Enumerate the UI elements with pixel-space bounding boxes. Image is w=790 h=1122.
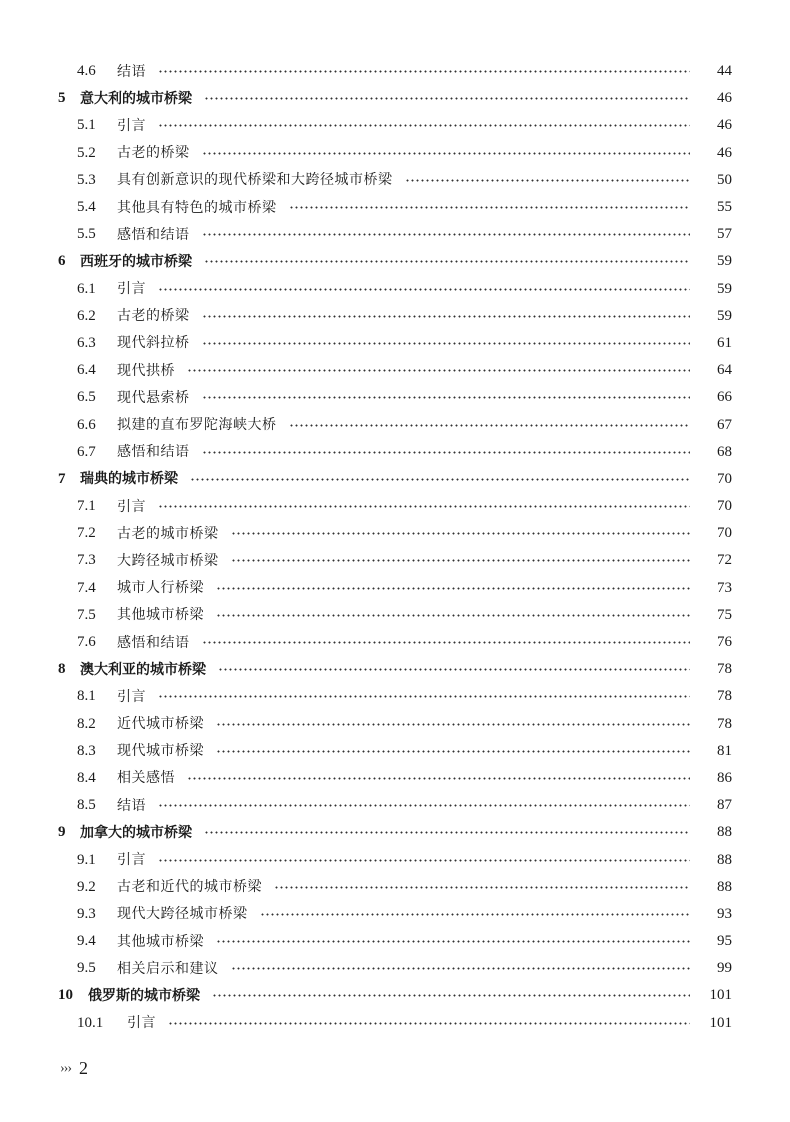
toc-section-row [0, 792, 790, 819]
dot-leader [212, 994, 690, 997]
toc-entry-page: 44 [717, 63, 732, 80]
dot-leader [202, 641, 691, 644]
toc-entry-page: 67 [717, 416, 732, 433]
toc-entry-page: 93 [717, 905, 732, 922]
toc-section-row [0, 439, 790, 466]
toc-entry-page: 78 [717, 661, 732, 678]
toc-section-row [0, 1010, 790, 1037]
toc-entry-number: 6.1 [77, 280, 96, 297]
dot-leader [260, 913, 691, 916]
toc-section-row [0, 194, 790, 221]
toc-section-row [0, 493, 790, 520]
toc-entry-number: 6.5 [77, 389, 96, 406]
toc-entry-number: 9.2 [77, 878, 96, 895]
toc-entry-number: 5.2 [77, 144, 96, 161]
toc-entry-page: 76 [717, 634, 732, 651]
dot-leader [187, 777, 690, 780]
toc-entry-title: 现代悬索桥 [117, 389, 190, 406]
toc-entry-page: 61 [717, 334, 732, 351]
toc-entry-number: 7.4 [77, 579, 96, 596]
dot-leader [202, 152, 691, 155]
toc-entry-title: 古老和近代的城市桥梁 [117, 879, 262, 896]
dot-leader [405, 179, 691, 182]
toc-entry-number: 9 [58, 824, 66, 841]
toc-section-row [0, 547, 790, 574]
dot-leader [274, 886, 690, 889]
dot-leader [202, 396, 691, 399]
toc-entry-number: 10.1 [77, 1014, 104, 1031]
toc-entry-title: 加拿大的城市桥梁 [80, 824, 192, 841]
toc-entry-page: 99 [717, 960, 732, 977]
toc-section-row [0, 629, 790, 656]
toc-entry-number: 5.5 [77, 226, 96, 243]
toc-entry-page: 64 [717, 362, 732, 379]
toc-entry-number: 8 [58, 661, 66, 678]
toc-chapter-row [0, 982, 790, 1009]
toc-entry-number: 6.3 [77, 334, 96, 351]
toc-entry-title: 古老的城市桥梁 [117, 525, 219, 542]
toc-entry-page: 68 [717, 443, 732, 460]
toc-section-row [0, 575, 790, 602]
dot-leader [231, 559, 691, 562]
dot-leader [168, 1022, 690, 1025]
toc-entry-title: 相关启示和建议 [117, 960, 219, 977]
dot-leader [187, 369, 690, 372]
toc-section-row [0, 765, 790, 792]
toc-section-row [0, 384, 790, 411]
dot-leader [190, 478, 690, 481]
toc-entry-number: 7.2 [77, 525, 96, 542]
toc-entry-title: 现代斜拉桥 [117, 335, 190, 352]
toc-entry-page: 57 [717, 226, 732, 243]
toc-entry-page: 46 [717, 144, 732, 161]
dot-leader [216, 940, 690, 943]
toc-entry-page: 78 [717, 715, 732, 732]
toc-entry-title: 俄罗斯的城市桥梁 [88, 987, 200, 1004]
dot-leader [158, 859, 690, 862]
toc-entry-title: 引言 [117, 688, 146, 705]
toc-entry-title: 意大利的城市桥梁 [80, 90, 192, 107]
toc-entry-number: 7.3 [77, 552, 96, 569]
toc-entry-number: 7 [58, 470, 66, 487]
dot-leader [202, 233, 691, 236]
toc-entry-title: 具有创新意识的现代桥梁和大跨径城市桥梁 [117, 172, 393, 189]
toc-entry-page: 59 [717, 307, 732, 324]
toc-entry-page: 88 [717, 824, 732, 841]
dot-leader [289, 206, 691, 209]
toc-entry-title: 西班牙的城市桥梁 [80, 253, 192, 270]
toc-section-row [0, 874, 790, 901]
toc-entry-page: 50 [717, 171, 732, 188]
toc-entry-title: 古老的桥梁 [117, 145, 190, 162]
toc-entry-number: 6.6 [77, 416, 96, 433]
toc-section-row [0, 330, 790, 357]
toc-entry-page: 78 [717, 688, 732, 705]
toc-entry-title: 结语 [117, 63, 146, 80]
toc-section-row [0, 738, 790, 765]
toc-entry-title: 现代拱桥 [117, 362, 175, 379]
toc-section-row [0, 112, 790, 139]
dot-leader [158, 505, 690, 508]
toc-section-row [0, 928, 790, 955]
toc-chapter-row [0, 85, 790, 112]
chevron-marker-icon: ››› [60, 1060, 71, 1076]
dot-leader [158, 124, 690, 127]
dot-leader [216, 614, 690, 617]
toc-entry-title: 其他具有特色的城市桥梁 [117, 199, 277, 216]
toc-entry-number: 9.5 [77, 960, 96, 977]
toc-entry-number: 9.3 [77, 905, 96, 922]
toc-section-row [0, 357, 790, 384]
toc-section-row [0, 167, 790, 194]
toc-entry-page: 95 [717, 933, 732, 950]
toc-entry-number: 4.6 [77, 63, 96, 80]
dot-leader [158, 70, 690, 73]
toc-entry-page: 66 [717, 389, 732, 406]
toc-entry-title: 引言 [117, 852, 146, 869]
dot-leader [216, 587, 690, 590]
toc-entry-title: 澳大利亚的城市桥梁 [80, 661, 206, 678]
dot-leader [204, 97, 690, 100]
toc-entry-number: 8.2 [77, 715, 96, 732]
dot-leader [204, 260, 690, 263]
toc-section-row [0, 955, 790, 982]
dot-leader [218, 668, 690, 671]
toc-section-row [0, 58, 790, 85]
toc-section-row [0, 411, 790, 438]
toc-entry-number: 5.4 [77, 199, 96, 216]
dot-leader [202, 342, 691, 345]
toc-entry-title: 拟建的直布罗陀海峡大桥 [117, 417, 277, 434]
toc-entry-title: 城市人行桥梁 [117, 580, 204, 597]
toc-entry-number: 6 [58, 253, 66, 270]
toc-entry-page: 59 [717, 280, 732, 297]
toc-section-row [0, 520, 790, 547]
toc-entry-number: 6.4 [77, 362, 96, 379]
table-of-contents [0, 58, 790, 1037]
toc-entry-page: 101 [709, 1014, 732, 1031]
toc-entry-page: 70 [717, 525, 732, 542]
toc-entry-page: 46 [717, 90, 732, 107]
toc-chapter-row [0, 248, 790, 275]
toc-entry-title: 相关感悟 [117, 770, 175, 787]
toc-entry-title: 引言 [127, 1015, 156, 1032]
dot-leader [158, 804, 690, 807]
toc-entry-title: 结语 [117, 797, 146, 814]
toc-entry-page: 81 [717, 742, 732, 759]
toc-entry-page: 46 [717, 117, 732, 134]
toc-chapter-row [0, 656, 790, 683]
toc-entry-title: 感悟和结语 [117, 444, 190, 461]
toc-entry-page: 72 [717, 552, 732, 569]
dot-leader [202, 451, 691, 454]
toc-entry-page: 101 [709, 987, 732, 1004]
toc-chapter-row [0, 819, 790, 846]
toc-section-row [0, 602, 790, 629]
toc-entry-page: 86 [717, 769, 732, 786]
dot-leader [158, 695, 690, 698]
toc-entry-page: 73 [717, 579, 732, 596]
toc-entry-title: 引言 [117, 281, 146, 298]
toc-entry-number: 5 [58, 90, 66, 107]
toc-entry-title: 引言 [117, 498, 146, 515]
toc-entry-number: 7.1 [77, 498, 96, 515]
toc-entry-number: 5.3 [77, 171, 96, 188]
toc-entry-number: 7.6 [77, 634, 96, 651]
toc-entry-number: 6.2 [77, 307, 96, 324]
dot-leader [216, 723, 690, 726]
dot-leader [216, 750, 690, 753]
toc-entry-number: 8.4 [77, 769, 96, 786]
toc-entry-page: 75 [717, 606, 732, 623]
toc-entry-number: 6.7 [77, 443, 96, 460]
toc-entry-page: 88 [717, 851, 732, 868]
toc-entry-number: 5.1 [77, 117, 96, 134]
toc-section-row [0, 303, 790, 330]
toc-entry-title: 感悟和结语 [117, 634, 190, 651]
toc-entry-title: 瑞典的城市桥梁 [80, 471, 178, 488]
toc-section-row [0, 683, 790, 710]
toc-entry-title: 现代城市桥梁 [117, 743, 204, 760]
toc-section-row [0, 711, 790, 738]
dot-leader [231, 967, 691, 970]
page-number: 2 [79, 1058, 88, 1078]
toc-chapter-row [0, 466, 790, 493]
toc-entry-page: 59 [717, 253, 732, 270]
toc-entry-number: 8.5 [77, 797, 96, 814]
dot-leader [289, 424, 691, 427]
toc-entry-number: 7.5 [77, 606, 96, 623]
toc-entry-title: 大跨径城市桥梁 [117, 552, 219, 569]
toc-entry-number: 8.3 [77, 742, 96, 759]
toc-entry-title: 引言 [117, 117, 146, 134]
toc-entry-title: 其他城市桥梁 [117, 933, 204, 950]
toc-section-row [0, 276, 790, 303]
toc-section-row [0, 140, 790, 167]
toc-entry-page: 88 [717, 878, 732, 895]
toc-entry-page: 55 [717, 199, 732, 216]
toc-entry-title: 现代大跨径城市桥梁 [117, 906, 248, 923]
toc-section-row [0, 846, 790, 873]
toc-entry-page: 70 [717, 470, 732, 487]
dot-leader [231, 532, 691, 535]
toc-entry-page: 87 [717, 797, 732, 814]
dot-leader [202, 315, 691, 318]
toc-entry-number: 8.1 [77, 688, 96, 705]
dot-leader [204, 831, 690, 834]
dot-leader [158, 288, 690, 291]
toc-entry-title: 感悟和结语 [117, 226, 190, 243]
toc-section-row [0, 901, 790, 928]
toc-entry-title: 近代城市桥梁 [117, 716, 204, 733]
toc-entry-title: 古老的桥梁 [117, 308, 190, 325]
toc-entry-number: 9.1 [77, 851, 96, 868]
page-footer [60, 1058, 88, 1079]
toc-section-row [0, 221, 790, 248]
toc-entry-page: 70 [717, 498, 732, 515]
toc-entry-title: 其他城市桥梁 [117, 607, 204, 624]
toc-entry-number: 9.4 [77, 933, 96, 950]
toc-entry-number: 10 [58, 987, 73, 1004]
